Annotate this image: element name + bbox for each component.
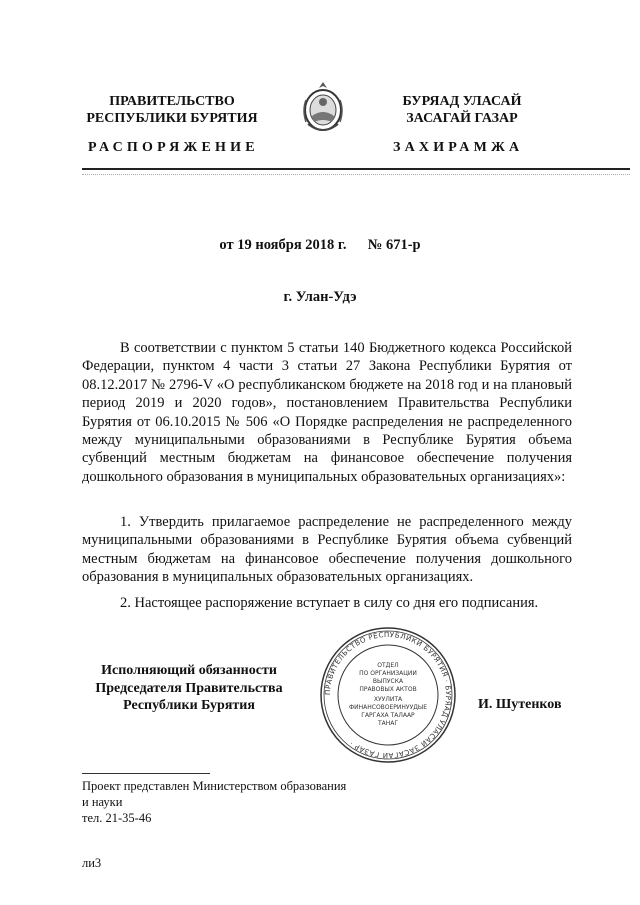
seal-inner-line: ПРАВОВЫХ АКТОВ <box>359 686 417 693</box>
preamble-paragraph: В соответствии с пунктом 5 статьи 140 Бюджетного кодекса Российской Федерации, пунктом 4 части 3 статьи 27 Закона Республики Бурятия от 08.12.2017 № 2796-V «О республиканском бюджете на 2018 год и на плановый период 2019 и 2020 годов», постановлением Правительства Республики Бурятия от 06.10.2015 № 506 «О Порядке распределения не распределенного между муниципальными образованиями в Республике Бурятия объема субвенций местным бюджетам на финансовое обеспечение получения дошкольного образования в муниципальных образовательных организациях»: <box>82 340 572 485</box>
seal-outer-text: ПРАВИТЕЛЬСТВО РЕСПУБЛИКИ БУРЯТИЯ · БУРЯАД УЛАСАЙ ЗАСАГАЙ ГАЗАР · <box>323 630 453 760</box>
header-right-line2: ЗАСАГАЙ ГАЗАР <box>406 111 518 126</box>
footer-line2: и науки <box>82 795 123 809</box>
footer-line1: Проект представлен Министерством образования <box>82 779 347 793</box>
seal-inner-line: ФИНАНСОВОЕРИНУУДЫЕ <box>348 704 428 711</box>
document-date: от 19 ноября 2018 г. <box>219 237 347 253</box>
clause-2-paragraph: 2. Настоящее распоряжение вступает в силу со дня его подписания. <box>120 595 539 611</box>
document-number: № 671-р <box>367 237 421 253</box>
signatory-name: И. Шутенков <box>478 697 562 712</box>
official-seal-icon <box>318 625 458 765</box>
seal-inner-line: ТАНАГ <box>377 720 399 727</box>
seal-inner-line: ХУУЛИТА <box>373 696 403 703</box>
header-left <box>64 93 280 127</box>
signatory-title <box>82 662 296 715</box>
signatory-title-line1: Исполняющий обязанности <box>101 663 277 678</box>
footer-note <box>82 778 346 826</box>
document-city: г. Улан-Удэ <box>283 289 357 305</box>
footer-divider <box>82 773 210 774</box>
header-left-line2: РЕСПУБЛИКИ БУРЯТИЯ <box>86 111 258 126</box>
decree-title-ru: РАСПОРЯЖЕНИЕ <box>88 140 259 155</box>
decree-title-bua: ЗАХИРАМЖА <box>393 140 524 155</box>
header-divider-dotted <box>82 174 630 175</box>
header-right-line1: БУРЯАД УЛАСАЙ <box>402 94 522 109</box>
header-divider <box>82 168 630 170</box>
coat-of-arms-icon <box>298 80 348 140</box>
footer-phone: тел. 21-35-46 <box>82 811 152 825</box>
signatory-title-line2: Председателя Правительства <box>95 680 283 696</box>
seal-inner-line: ОТДЕЛ <box>377 662 399 669</box>
header-left-line1: ПРАВИТЕЛЬСТВО <box>109 94 235 109</box>
signatory-title-line3: Республики Бурятия <box>123 698 255 713</box>
document-date-line <box>0 237 640 254</box>
document-code: ли3 <box>82 856 102 870</box>
header-right <box>362 93 562 127</box>
clause-1-paragraph: 1. Утвердить прилагаемое распределение не распределенного между муниципальными образованиями в Республике Бурятия объема субвенций местным бюджетам на финансовое обеспечение получения дошкольного образования в муниципальных образовательных организациях. <box>82 514 572 586</box>
seal-inner-line: ПО ОРГАНИЗАЦИИ <box>359 670 417 677</box>
seal-inner-line: ГАРГАХА ТАЛААР <box>361 712 415 719</box>
seal-inner-line: ВЫПУСКА <box>372 678 404 685</box>
